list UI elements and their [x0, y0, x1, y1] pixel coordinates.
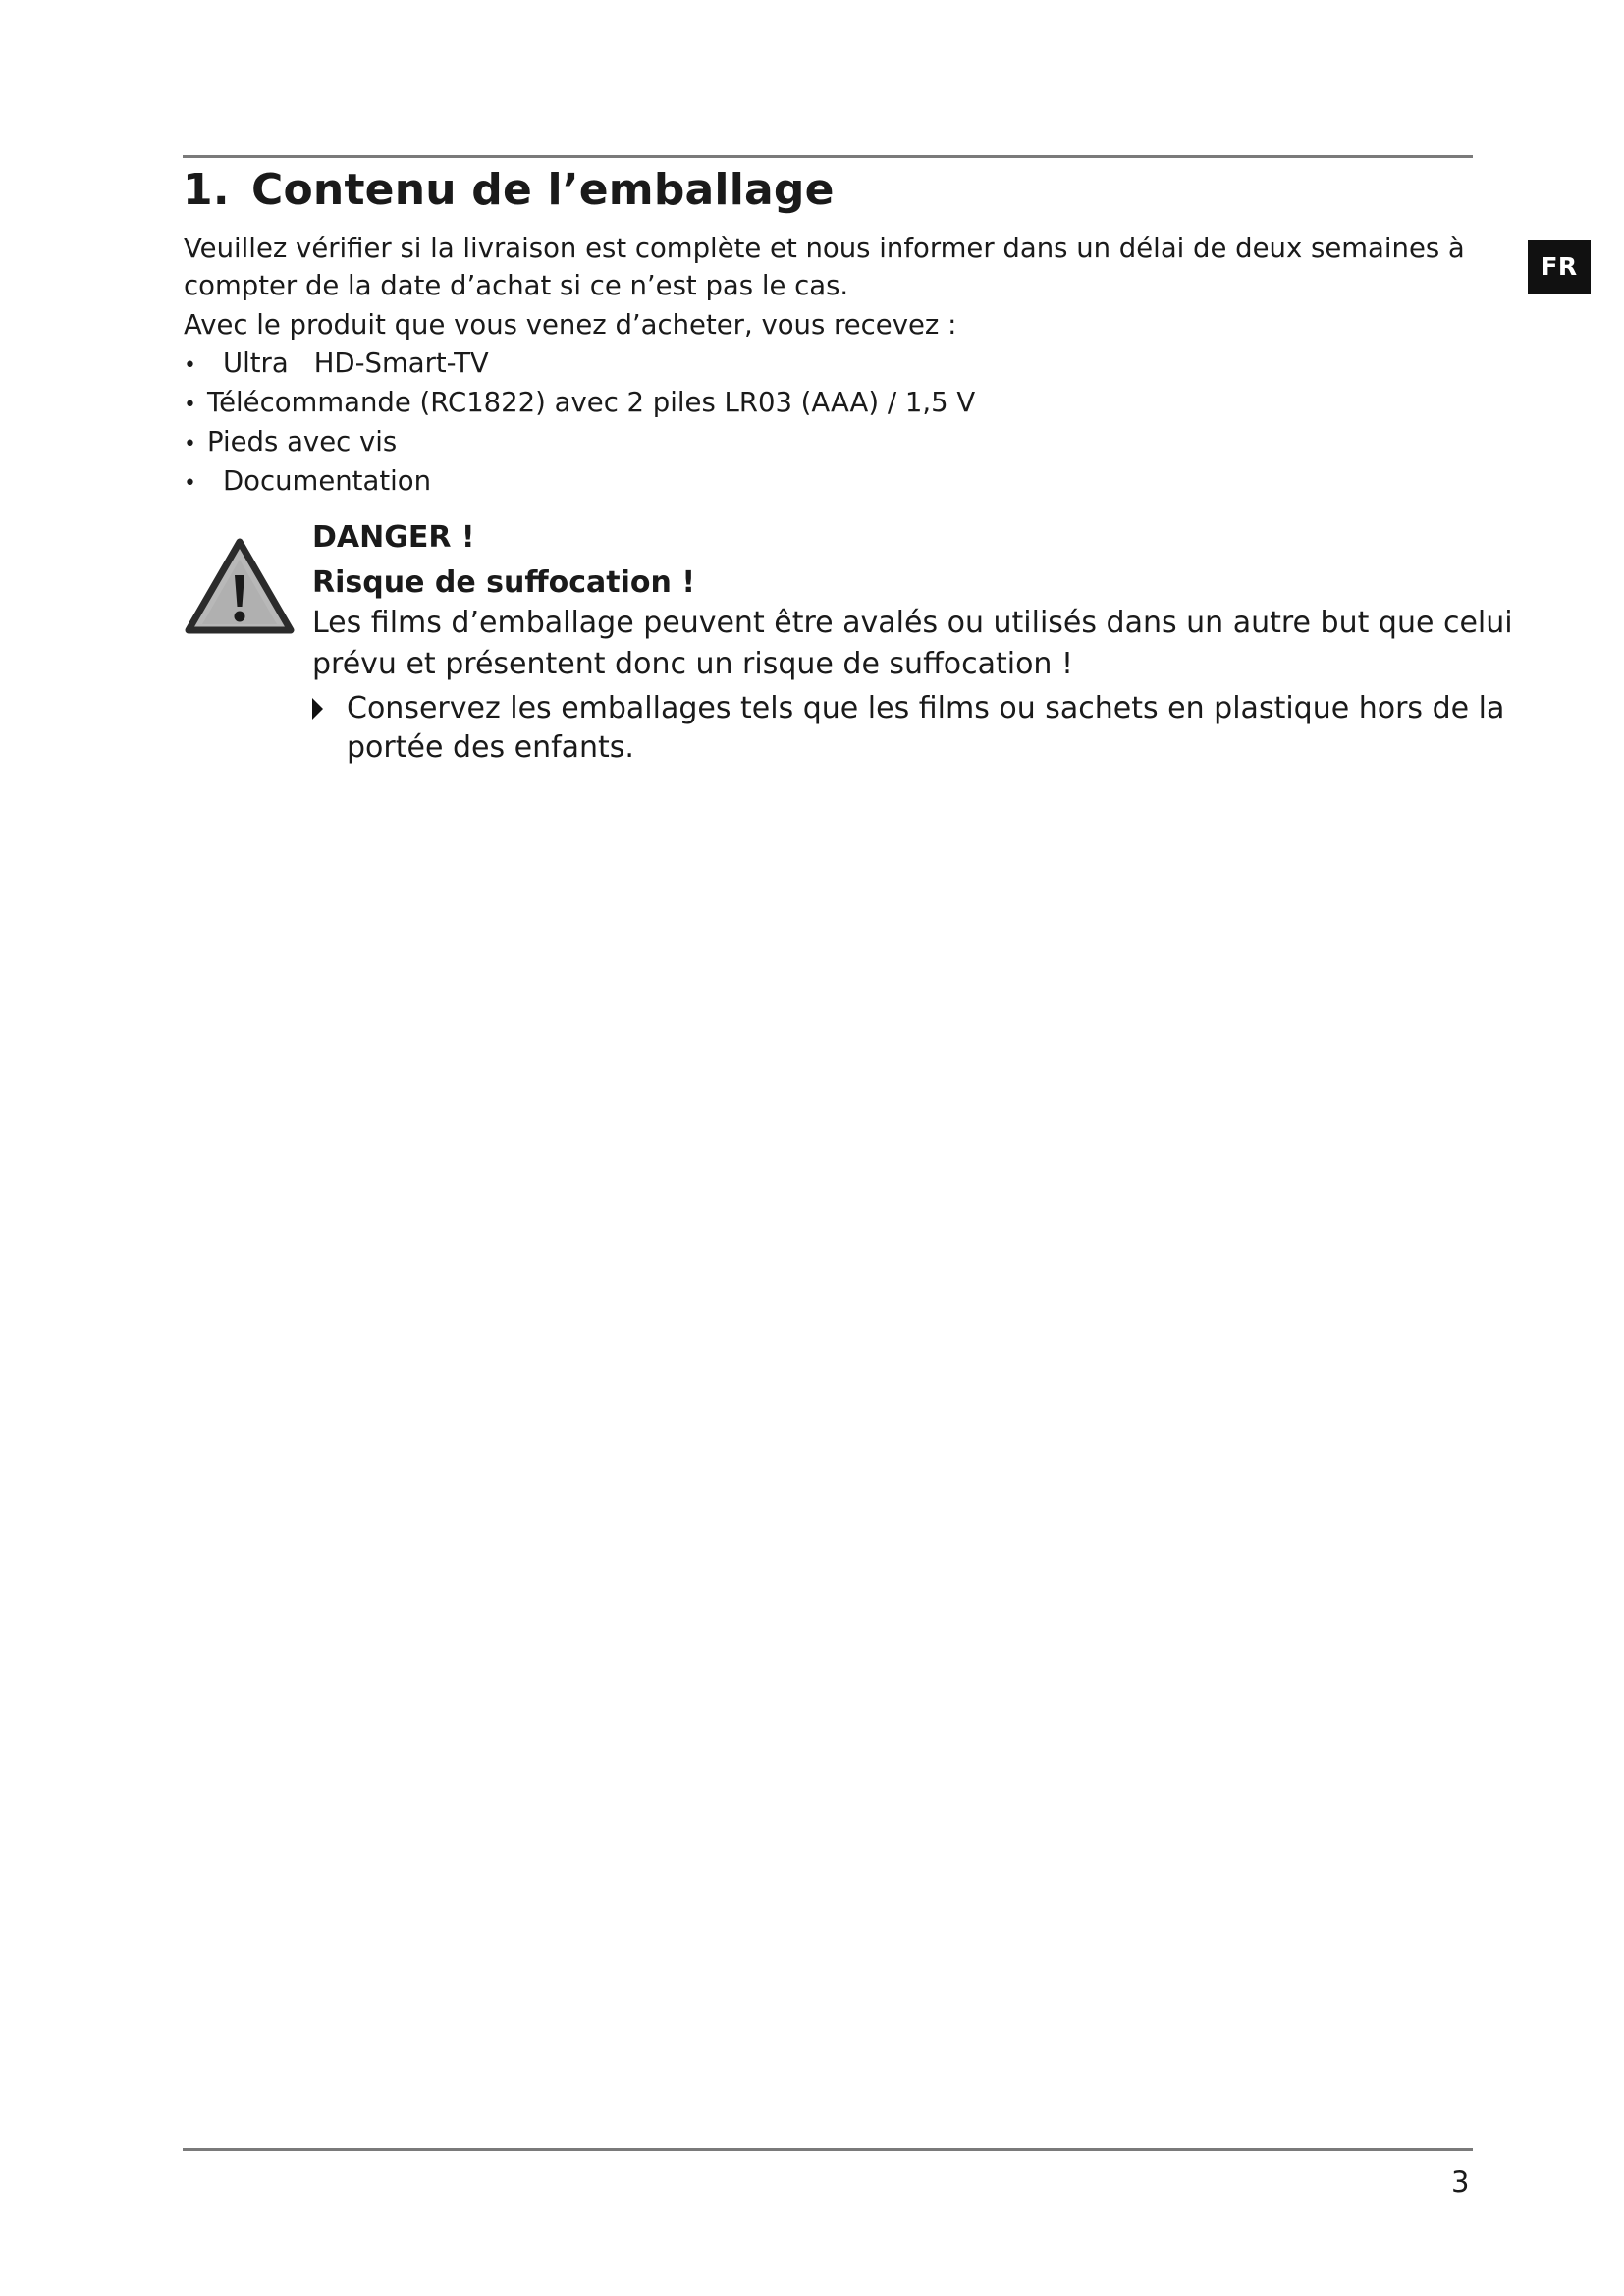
- bullet-icon: •: [184, 353, 196, 378]
- section-number: 1.: [183, 165, 230, 215]
- intro-paragraph: [184, 230, 1465, 304]
- warning-body-line-1: Les films d’emballage peuvent être avalés ou utilisés dans un autre but que celui: [312, 606, 1513, 640]
- intro-line-2: compter de la date d’achat si ce n’est pas le cas.: [184, 270, 849, 301]
- language-tab: FR: [1528, 240, 1591, 294]
- section-heading: [183, 165, 835, 215]
- warning-action-line-2: portée des enfants.: [347, 730, 634, 765]
- contents-lead: Avec le produit que vous venez d’acheter, vous recevez :: [184, 309, 957, 341]
- warning-action: [312, 689, 1505, 768]
- warning-subtitle: Risque de suffocation !: [312, 565, 695, 600]
- warning-action-line-1: Conservez les emballages tels que les films ou sachets en plastique hors de la: [347, 691, 1505, 725]
- list-item: • Documentation: [184, 461, 975, 501]
- warning-body-line-2: prévu et présentent donc un risque de suffocation !: [312, 647, 1074, 681]
- top-rule: [183, 155, 1473, 158]
- bullet-icon: •: [184, 432, 196, 456]
- warning-body: [312, 603, 1513, 685]
- warning-title: DANGER !: [312, 520, 475, 555]
- bottom-rule: [183, 2148, 1473, 2151]
- warning-triangle-icon: [185, 538, 295, 636]
- page-number: 3: [1451, 2165, 1470, 2199]
- list-item: • Pieds avec vis: [184, 422, 975, 461]
- list-item: • Télécommande (RC1822) avec 2 piles LR03 (AAA) / 1,5 V: [184, 383, 975, 422]
- list-item: • Ultra HD-Smart-TV: [184, 344, 975, 383]
- bullet-icon: •: [184, 471, 196, 496]
- section-title: Contenu de l’emballage: [251, 165, 835, 215]
- intro-line-1: Veuillez vérifier si la livraison est complète et nous informer dans un délai de deux semaines à: [184, 233, 1465, 264]
- bullet-icon: •: [184, 393, 196, 417]
- contents-list: [184, 344, 975, 501]
- arrow-right-icon: [312, 698, 323, 720]
